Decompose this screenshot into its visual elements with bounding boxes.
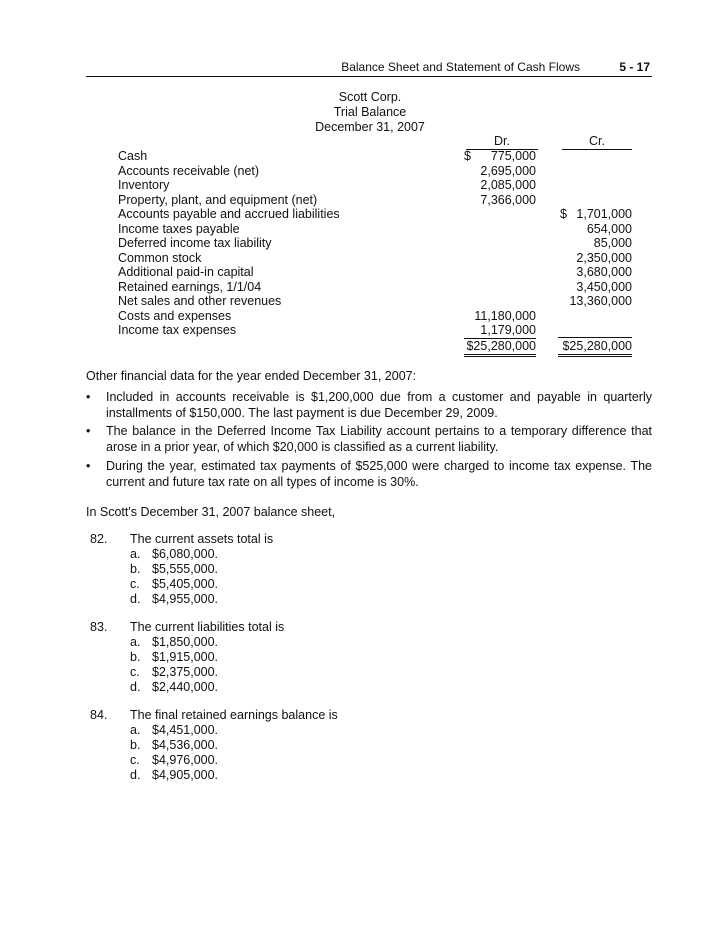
currency-symbol: $ xyxy=(464,149,471,163)
option-letter: c. xyxy=(130,753,140,767)
option-letter: d. xyxy=(130,768,141,782)
option-letter: a. xyxy=(130,723,141,737)
option-letter: b. xyxy=(130,562,141,576)
company-name: Scott Corp. xyxy=(338,90,402,104)
option-letter: b. xyxy=(130,650,141,664)
running-header xyxy=(86,58,652,77)
account-name: Costs and expenses xyxy=(118,309,232,323)
option-letter: b. xyxy=(130,738,141,752)
question-stem: The final retained earnings balance is xyxy=(130,708,338,722)
debit-amount: 775,000 xyxy=(490,149,536,163)
other-data-intro: Other financial data for the year ended December 31, 2007: xyxy=(86,369,417,383)
option-text: $2,440,000. xyxy=(152,680,219,694)
bullet-text: The balance in the Deferred Income Tax Liability account pertains to a temporary difference that arose in a prior year, of which $20,000 is classified as a current liability. xyxy=(106,424,652,454)
credit-amount: 13,360,000 xyxy=(569,294,632,308)
lead-in-text: In Scott's December 31, 2007 balance sheet, xyxy=(86,505,336,519)
statement-date: December 31, 2007 xyxy=(315,120,425,134)
account-name: Accounts receivable (net) xyxy=(118,164,260,178)
option-text: $4,976,000. xyxy=(152,753,219,767)
tb-row-totals xyxy=(118,339,638,354)
credit-amount: 3,680,000 xyxy=(576,265,632,279)
option-text: $1,850,000. xyxy=(152,635,219,649)
account-name: Retained earnings, 1/1/04 xyxy=(118,280,262,294)
question-stem: The current assets total is xyxy=(130,532,274,546)
credit-amount: 1,701,000 xyxy=(576,207,632,221)
account-name: Property, plant, and equipment (net) xyxy=(118,193,318,207)
question-number: 82. xyxy=(90,532,108,546)
account-name: Net sales and other revenues xyxy=(118,294,282,308)
answer-option xyxy=(130,753,218,768)
option-letter: a. xyxy=(130,635,141,649)
tb-row-common-stock xyxy=(118,251,638,266)
question-number: 84. xyxy=(90,708,108,722)
option-letter: c. xyxy=(130,665,140,679)
header-title: Balance Sheet and Statement of Cash Flows xyxy=(341,60,580,74)
answer-option xyxy=(130,650,218,665)
answer-option xyxy=(130,680,218,695)
answer-option xyxy=(130,562,218,577)
tb-row-inventory xyxy=(118,178,638,193)
bullet-text: Included in accounts receivable is $1,200,000 due from a customer and payable in quarterly installments of $150,000. The last payment is due December 29, 2009. xyxy=(106,390,652,420)
bullet-symbol: • xyxy=(86,459,91,473)
tb-row-accounts-payable xyxy=(118,207,638,222)
debit-column-header: Dr. xyxy=(466,134,538,150)
answer-option xyxy=(130,738,218,753)
account-name: Income taxes payable xyxy=(118,222,240,236)
account-name: Deferred income tax liability xyxy=(118,236,272,250)
total-credits: $25,280,000 xyxy=(558,339,632,357)
account-name: Income tax expenses xyxy=(118,323,237,337)
option-text: $4,451,000. xyxy=(152,723,219,737)
answer-option xyxy=(130,768,218,783)
question-number: 83. xyxy=(90,620,108,634)
debit-amount: 1,179,000 xyxy=(464,323,536,339)
answer-option xyxy=(130,577,218,592)
statement-title: Trial Balance xyxy=(333,105,407,119)
bullet-symbol: • xyxy=(86,390,91,404)
credit-amount: 654,000 xyxy=(586,222,632,236)
credit-amount: 85,000 xyxy=(593,236,632,250)
option-letter: a. xyxy=(130,547,141,561)
answer-option xyxy=(130,723,218,738)
bullet-text: During the year, estimated tax payments of $525,000 were charged to income tax expense. The current and future tax rate on all types of income is 30%. xyxy=(106,459,652,489)
account-name: Accounts payable and accrued liabilities xyxy=(118,207,340,221)
option-text: $4,536,000. xyxy=(152,738,219,752)
bullet-item xyxy=(86,423,652,455)
option-text: $5,555,000. xyxy=(152,562,219,576)
debit-amount: 7,366,000 xyxy=(480,193,536,207)
credit-column-header: Cr. xyxy=(562,134,632,150)
option-text: $1,915,000. xyxy=(152,650,219,664)
account-name: Cash xyxy=(118,149,148,163)
debit-amount: 11,180,000 xyxy=(474,309,536,323)
answer-option xyxy=(130,547,218,562)
bullet-item xyxy=(86,389,652,421)
tb-row-apic xyxy=(118,265,638,280)
account-name: Additional paid-in capital xyxy=(118,265,254,279)
option-text: $2,375,000. xyxy=(152,665,219,679)
option-letter: d. xyxy=(130,680,141,694)
tb-row-cash xyxy=(118,149,638,164)
option-text: $5,405,000. xyxy=(152,577,219,591)
answer-option xyxy=(130,665,218,680)
credit-amount: 3,450,000 xyxy=(576,280,632,294)
currency-symbol: $ xyxy=(560,207,567,221)
option-letter: c. xyxy=(130,577,140,591)
total-debits: $25,280,000 xyxy=(464,339,536,357)
option-text: $4,955,000. xyxy=(152,592,219,606)
tb-row-income-tax-expense xyxy=(118,323,638,338)
option-text: $6,080,000. xyxy=(152,547,219,561)
bullet-symbol: • xyxy=(86,424,91,438)
debit-amount: 2,695,000 xyxy=(480,164,536,178)
tb-row-accounts-receivable xyxy=(118,164,638,179)
tb-row-retained-earnings xyxy=(118,280,638,295)
account-name: Inventory xyxy=(118,178,170,192)
debit-amount: 2,085,000 xyxy=(480,178,536,192)
tb-row-costs-expenses xyxy=(118,309,638,324)
credit-underline xyxy=(558,323,632,338)
option-letter: d. xyxy=(130,592,141,606)
account-name: Common stock xyxy=(118,251,202,265)
tb-row-income-taxes-payable xyxy=(118,222,638,237)
answer-option xyxy=(130,635,218,650)
tb-row-deferred-tax xyxy=(118,236,638,251)
question-stem: The current liabilities total is xyxy=(130,620,285,634)
answer-option xyxy=(130,592,218,607)
bullet-item xyxy=(86,458,652,490)
tb-row-net-sales xyxy=(118,294,638,309)
header-page-number: 5 - 17 xyxy=(619,60,650,74)
option-text: $4,905,000. xyxy=(152,768,219,782)
tb-row-ppe xyxy=(118,193,638,208)
credit-amount: 2,350,000 xyxy=(576,251,632,265)
